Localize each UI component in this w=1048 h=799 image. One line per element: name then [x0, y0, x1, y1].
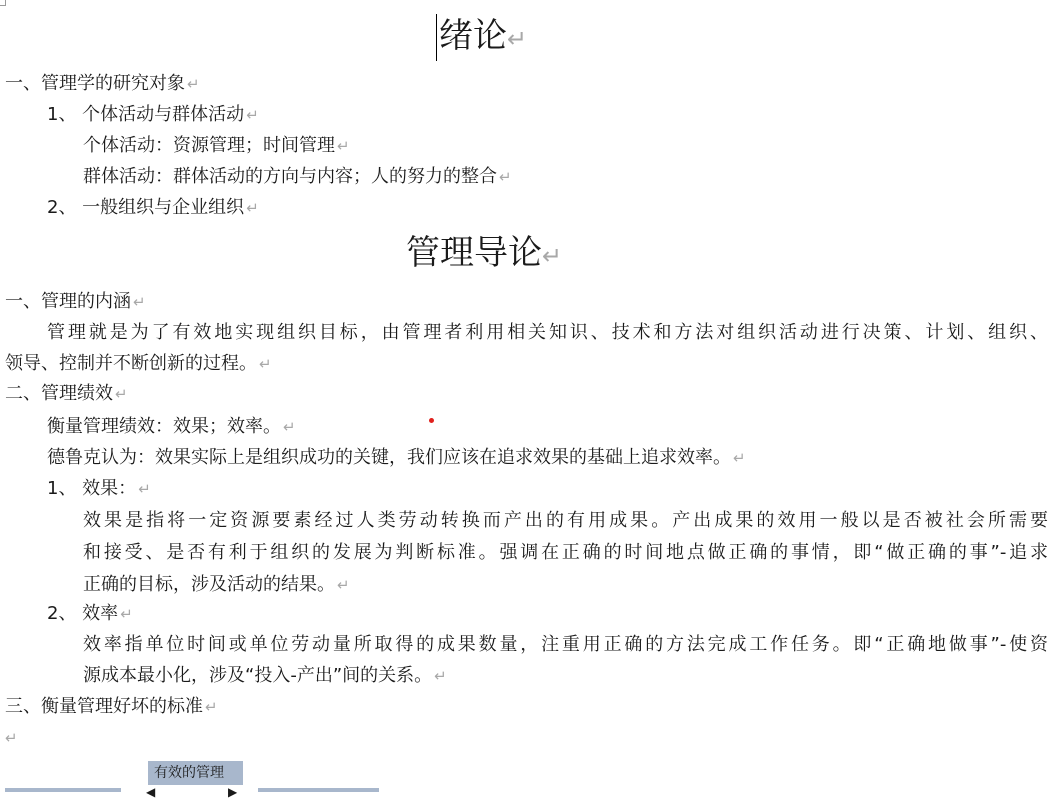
document-title-1[interactable] [439, 13, 527, 62]
document-title-2[interactable] [406, 230, 562, 279]
text-cursor [436, 14, 437, 61]
arrow-left-icon: ◀ [146, 785, 156, 799]
section-heading-standard[interactable]: 三、衡量管理好坏的标准 ↵ [5, 696, 218, 717]
paragraph-mark-icon: ↵ [337, 137, 350, 155]
paragraph-individual-activity[interactable]: 个体活动：资源管理；时间管理 ↵ [83, 135, 350, 156]
paragraph-mark-icon: ↵ [138, 480, 151, 498]
paragraph-efficiency-line-2[interactable]: 源成本最小化，涉及“投入-产出”间的关系。 ↵ [83, 665, 447, 686]
list-item-individual-group[interactable]: 1、 个体活动与群体活动 ↵ [47, 104, 259, 125]
list-item-efficiency[interactable]: 2、 效率 ↵ [47, 603, 133, 624]
arrow-right-icon: ▶ [228, 785, 238, 799]
paragraph-management-definition-line-1[interactable]: 管理就是为了有效地实现组织目标，由管理者利用相关知识、技术和方法对组织活动进行决策、计划、组织、 [47, 322, 1048, 343]
title-1-text: 绪论 [438, 16, 507, 56]
page-corner-mark [0, 0, 6, 6]
paragraph-group-activity[interactable]: 群体活动：群体活动的方向与内容；人的努力的整合 ↵ [83, 166, 512, 187]
red-dot-marker [429, 418, 434, 423]
empty-paragraph[interactable] [5, 722, 18, 754]
list-item-organization[interactable]: 2、 一般组织与企业组织 ↵ [47, 197, 259, 218]
paragraph-effectiveness-line-3[interactable]: 正确的目标，涉及活动的结果。 ↵ [83, 574, 350, 595]
paragraph-mark-icon: ↵ [259, 355, 272, 373]
paragraph-effectiveness-line-1[interactable]: 效果是指将一定资源要素经过人类劳动转换而产出的有用成果。产出成果的效用一般以是否被社会所需要 [83, 510, 1048, 531]
paragraph-drucker[interactable]: 德鲁克认为：效果实际上是组织成功的关键，我们应该在追求效果的基础上追求效率。 ↵ [47, 447, 746, 468]
smartart-label-effective-management[interactable]: 有效的管理 [148, 761, 243, 785]
paragraph-mark-icon: ↵ [5, 729, 18, 747]
paragraph-effectiveness-line-2[interactable]: 和接受、是否有利于组织的发展为判断标准。强调在正确的时间地点做正确的事情，即“做正确的事”-追求 [83, 542, 1048, 563]
paragraph-mark-icon: ↵ [133, 293, 146, 311]
smartart-right-shape[interactable] [258, 788, 379, 792]
paragraph-mark-icon: ↵ [205, 698, 218, 716]
paragraph-mark-icon: ↵ [187, 75, 200, 93]
paragraph-mark-icon: ↵ [246, 106, 259, 124]
paragraph-mark-icon: ↵ [499, 168, 512, 186]
paragraph-mark-icon: ↵ [541, 242, 563, 270]
paragraph-mark-icon: ↵ [434, 667, 447, 685]
smartart-left-shape[interactable] [5, 788, 121, 792]
paragraph-mark-icon: ↵ [283, 418, 296, 436]
paragraph-mark-icon: ↵ [506, 25, 528, 53]
section-heading-research-object[interactable]: 一、管理学的研究对象 ↵ [5, 73, 200, 94]
paragraph-mark-icon: ↵ [115, 385, 128, 403]
section-heading-performance[interactable]: 二、管理绩效 ↵ [5, 383, 128, 404]
paragraph-mark-icon: ↵ [246, 199, 259, 217]
paragraph-mark-icon: ↵ [120, 605, 133, 623]
paragraph-mark-icon: ↵ [337, 576, 350, 594]
paragraph-management-definition-line-2[interactable]: 领导、控制并不断创新的过程。 ↵ [5, 353, 272, 374]
paragraph-mark-icon: ↵ [733, 449, 746, 467]
section-heading-meaning[interactable]: 一、管理的内涵 ↵ [5, 291, 146, 312]
list-item-effectiveness[interactable]: 1、 效果： ↵ [47, 478, 151, 499]
paragraph-measure-performance[interactable]: 衡量管理绩效：效果；效率。 ↵ [47, 416, 296, 437]
title-2-text: 管理导论 [405, 233, 542, 273]
paragraph-efficiency-line-1[interactable]: 效率指单位时间或单位劳动量所取得的成果数量，注重用正确的方法完成工作任务。即“正确地做事”-使资 [83, 634, 1048, 655]
